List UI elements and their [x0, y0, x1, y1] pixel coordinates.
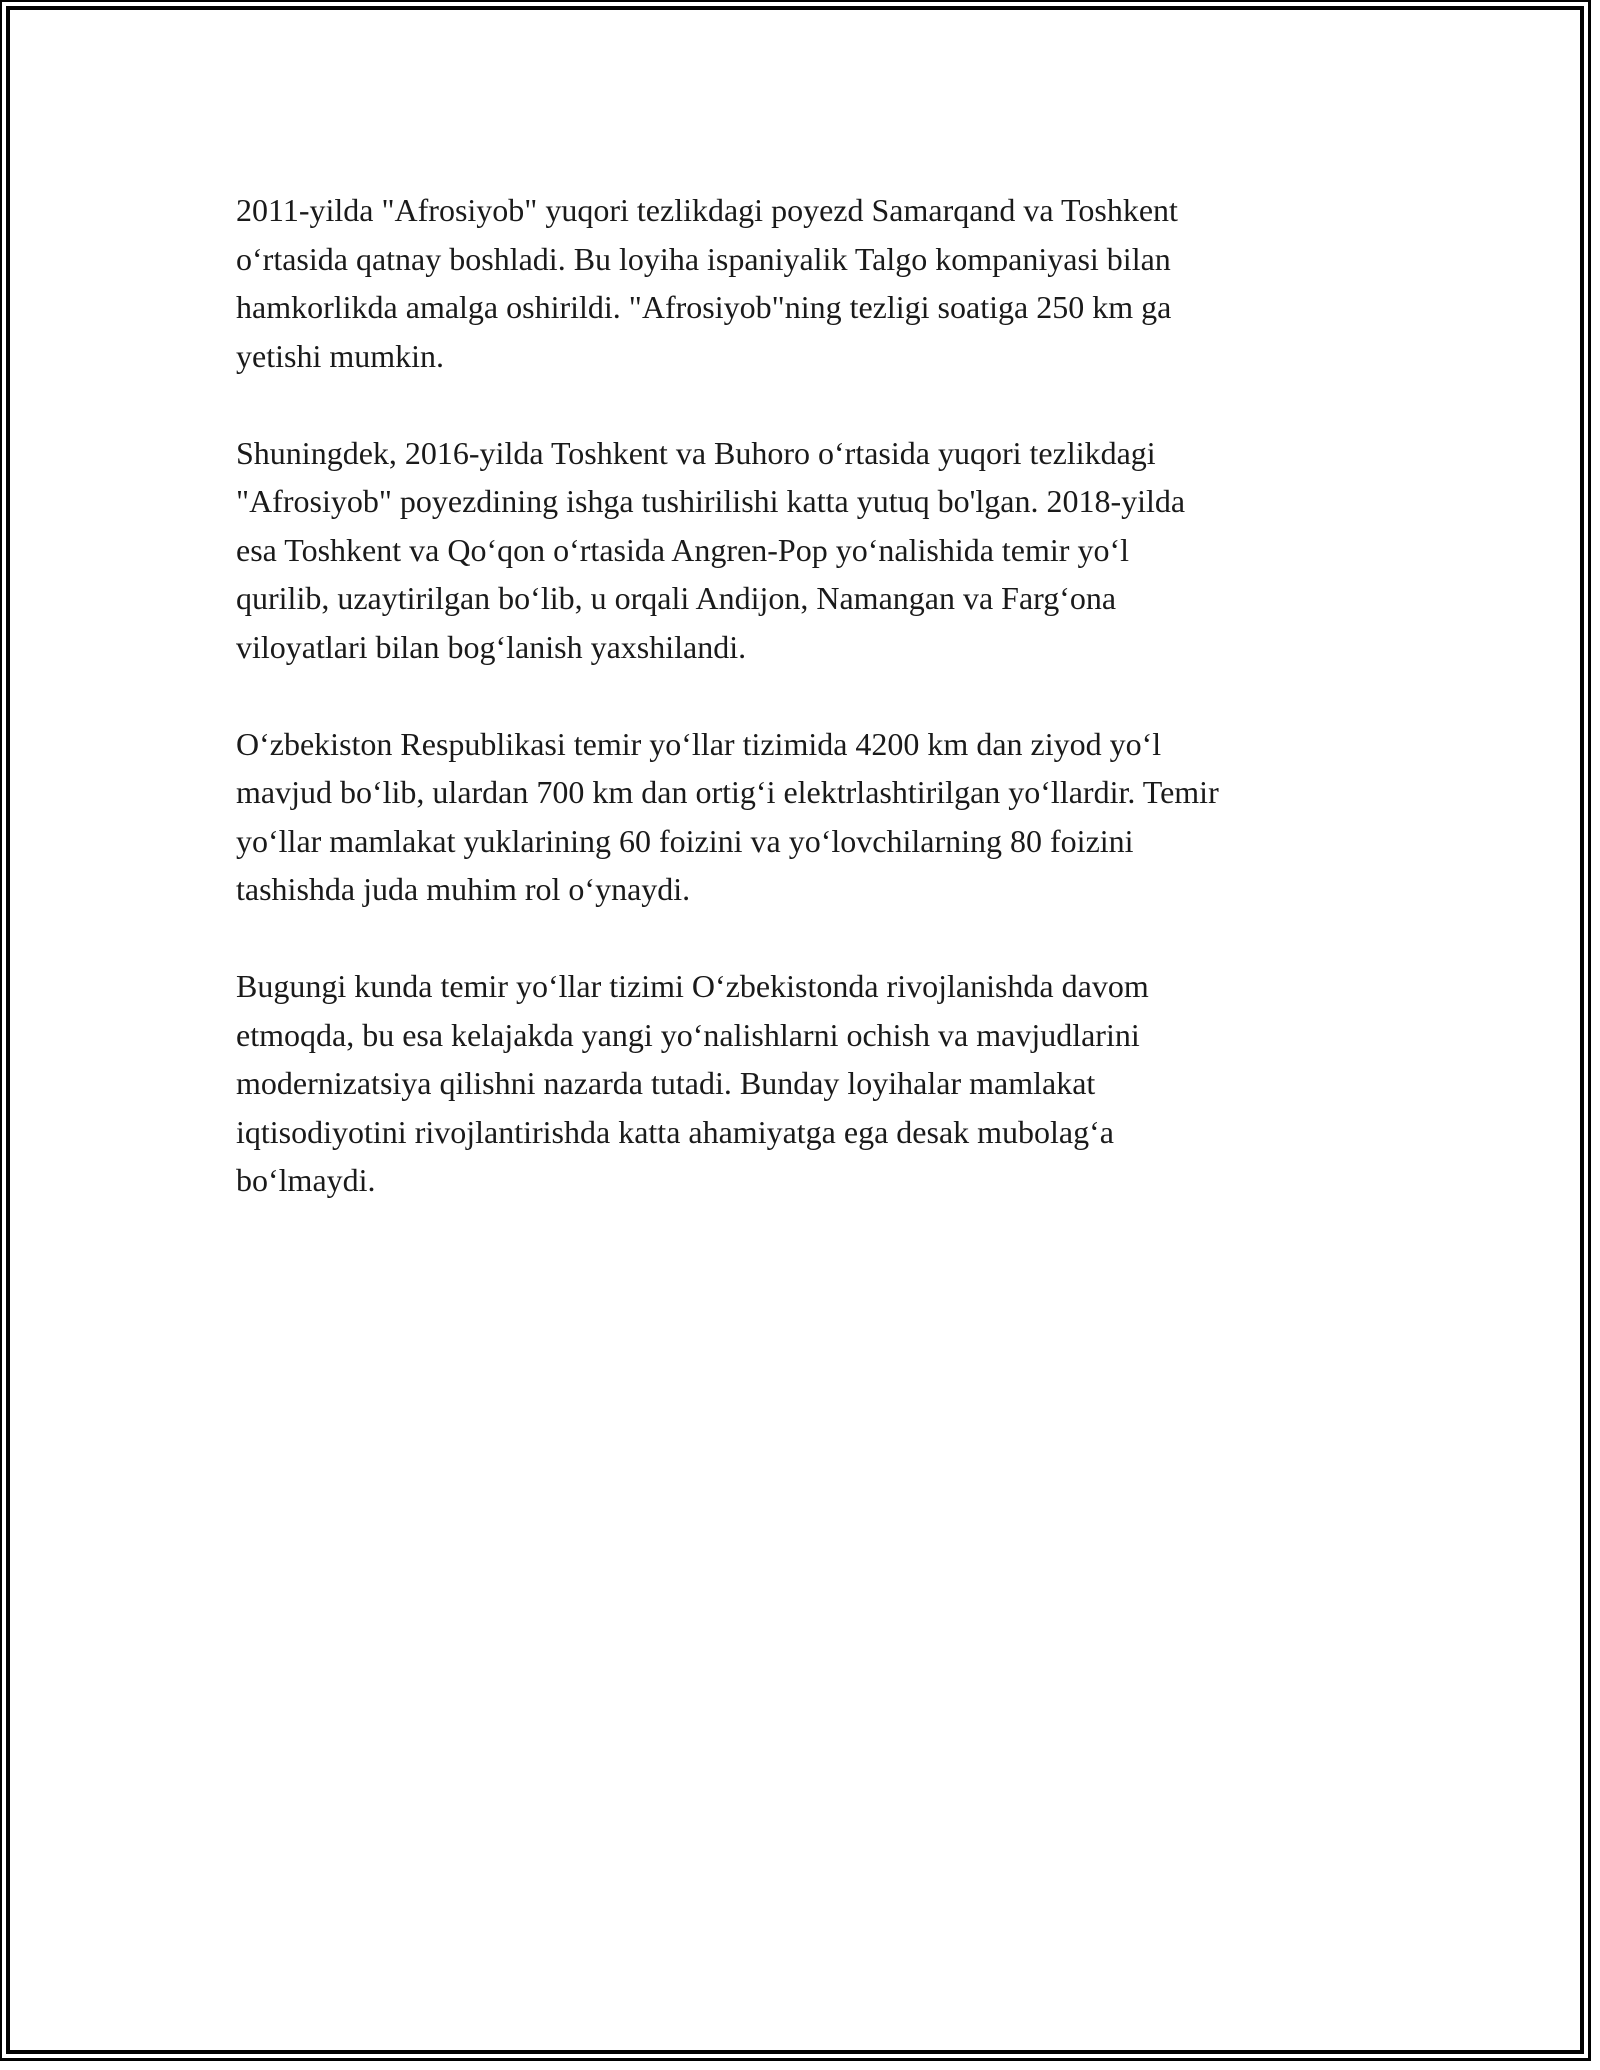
paragraph-afrosiyob-samarqand: 2011-yilda "Afrosiyob" yuqori tezlikdagi poyezd Samarqand va Toshkent o‘rtasida qatnay boshladi. Bu loyiha ispaniyalik Talgo kompaniyasi bilan hamkorlikda amalga oshirildi. "Afrosiyob"ning tezligi soatiga 250 km ga yetishi mumkin.	[236, 192, 1178, 374]
document-body	[236, 186, 1386, 1253]
paragraph-development: Bugungi kunda temir yo‘llar tizimi O‘zbekistonda rivojlanishda davom etmoqda, bu esa kelajakda yangi yo‘nalishlarni ochish va mavjudlarini modernizatsiya qilishni nazarda tutadi. Bunday loyihalar mamlakat iqtisodiyotini rivojlantirishda katta ahamiyatga ega desak mubolag‘a bo‘lmaydi.	[236, 968, 1149, 1198]
paragraph-toshkent-buhoro: Shuningdek, 2016-yilda Toshkent va Buhoro o‘rtasida yuqori tezlikdagi "Afrosiyob" poyezdining ishga tushirilishi katta yutuq bo'lgan. 2018-yilda esa Toshkent va Qo‘qon o‘rtasida Angren-Pop yo‘nalishida temir yo‘l qurilib, uzaytirilgan bo‘lib, u orqali Andijon, Namangan va Farg‘ona viloyatlari bilan bog‘lanish yaxshilandi.	[236, 434, 1186, 665]
paragraph-railway-system: O‘zbekiston Respublikasi temir yo‘llar tizimida 4200 km dan ziyod yo‘l mavjud bo‘lib, ulardan 700 km dan ortig‘i elektrlashtirilgan yo‘llardir. Temir yo‘llar mamlakat yuklarining 60 foizini va yo‘lovchilarning 80 foizini tashishda juda muhim rol o‘ynaydi.	[236, 725, 1219, 907]
